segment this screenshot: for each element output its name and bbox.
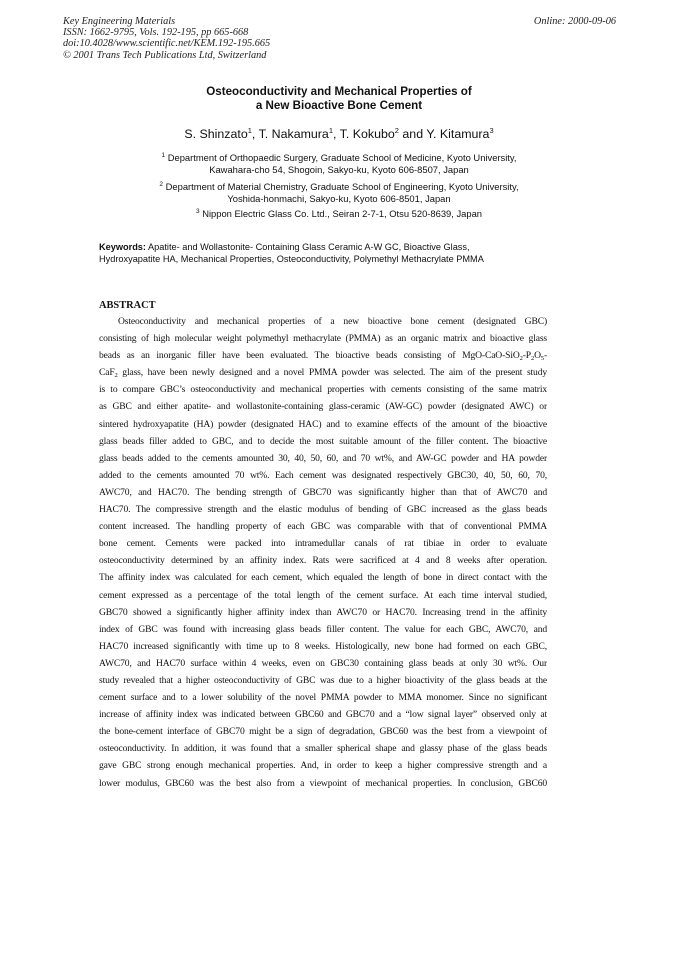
title-line-2: a New Bioactive Bone Cement (255, 99, 423, 112)
subscript: 5 (540, 355, 544, 363)
abstract-line: the bone-cement interface of GBC70 might be a sign of degradation, GBC60 was the best from a viewpoint of (99, 726, 547, 738)
abstract-text: glass, have been newly designed and a novel PMMA powder was selected. The aim of the present study (117, 367, 547, 379)
abstract-line: study revealed that a higher osteoconductivity of GBC was due to a higher bioactivity of the glass beads at the (99, 674, 547, 686)
author-name: T. Nakamura (258, 127, 329, 141)
online-date: Online: 2000-09-06 (533, 16, 616, 27)
affiliation-line: Nippon Electric Glass Co. Ltd., Seiran 2-7-1, Otsu 520-8639, Japan (202, 208, 483, 219)
abstract-line: AWC70, and HAC70. The bending strength of GBC70 was significantly higher than that of AWC70 and (99, 486, 547, 498)
abstract-line: is to compare GBC’s osteoconductivity and mechanical properties with cements consisting of the same matrix (99, 384, 547, 396)
abstract-heading: ABSTRACT (99, 300, 156, 311)
abstract-line: as GBC and either apatite- and wollastonite-containing glass-ceramic (AW-GC) powder (designated AWC) or (99, 401, 547, 413)
keywords-block (99, 241, 559, 266)
title-line-1: Osteoconductivity and Mechanical Properties of (206, 85, 472, 98)
abstract-line: GBC70 showed a significantly higher affinity index than AWC70 or HAC70. Increasing trend in the affinity (99, 606, 547, 618)
abstract-line (99, 364, 547, 381)
abstract-text: - (543, 350, 547, 362)
abstract-line: cement surface and to a lower solubility of the novel PMMA powder to MMA monomer. Since no significant (99, 692, 547, 704)
affiliation-number: 2 (159, 181, 164, 188)
abstract-line: increase of affinity index was indicated between GBC60 and GBC70 and a “low signal layer” observed only at (99, 709, 547, 721)
abstract-line: content increased. The handling property of each GBC was comparable with that of conventional PMMA (99, 521, 547, 533)
abstract-text: beads as an inorganic filler have been evaluated. The bioactive beads consisting of MgO-CaO-SiO (99, 350, 520, 362)
affiliation-1 (0, 152, 678, 176)
author-affiliation-mark: 2 (394, 126, 399, 135)
subscript: 2 (519, 355, 523, 363)
author-name: S. Shinzato (184, 127, 248, 141)
doi-line: doi:10.4028/www.scientific.net/KEM.192-195.665 (63, 38, 271, 50)
subscript: 2 (114, 372, 118, 380)
affiliation-line: Yoshida-honmachi, Sakyo-ku, Kyoto 606-8501, Japan (227, 193, 451, 204)
subscript: 2 (530, 355, 535, 363)
abstract-line: lower modulus, GBC60 was the best also from a viewpoint of mechanical properties. In conclusion, GBC60 (99, 777, 547, 789)
affiliation-number: 3 (195, 208, 200, 215)
abstract-line: gave GBC strong enough mechanical properties. And, in order to keep a higher compressive strength and a (99, 760, 547, 772)
abstract-text: -P (522, 350, 531, 362)
author-name: Y. Kitamura (426, 127, 490, 141)
abstract-text: O (534, 350, 541, 362)
abstract-line: HAC70 increased significantly with time up to 8 weeks. Histologically, new bone had formed on each GBC, (99, 640, 547, 652)
paper-title (0, 85, 678, 113)
abstract-line: glass beads filler added to GBC, and to decide the most suitable amount of the filler content. The bioactive (99, 435, 547, 447)
keywords-text: Hydroxyapatite HA, Mechanical Properties, Osteoconductivity, Polymethyl Methacrylate PMMA (99, 254, 484, 265)
affiliation-line: Department of Orthopaedic Surgery, Graduate School of Medicine, Kyoto University, (167, 152, 517, 163)
abstract-line: glass beads added to the cements amounted 30, 40, 50, 60, and 70 wt%, and AW-GC powder and HA powder (99, 452, 547, 464)
abstract-line: Osteoconductivity and mechanical properties of a new bioactive bone cement (designated GBC) (118, 316, 547, 327)
affiliation-line: Department of Material Chemistry, Graduate School of Engineering, Kyoto University, (165, 181, 519, 192)
abstract-line: osteoconductivity. In addition, it was found that a smaller spherical shape and glassy phase of the glass beads (99, 743, 547, 755)
copyright-line: © 2001 Trans Tech Publications Ltd, Switzerland (63, 49, 267, 61)
author-conjunction: and (402, 127, 424, 141)
journal-name: Key Engineering Materials (63, 16, 176, 27)
author-name: T. Kokubo (339, 127, 395, 141)
author-affiliation-mark: 3 (489, 126, 494, 135)
abstract-line: AWC70, and HAC70 surface within 4 weeks, even on GBC30 containing glass beads at only 30 wt%. Our (99, 657, 547, 669)
abstract-line: consisting of high molecular weight polymethyl methacrylate (PMMA) as an organic matrix and bioactive glass (99, 333, 547, 345)
abstract-line: added to the cements amounted 70 wt%. Each cement was designated respectively GBC30, 40, 50, 60, 70, (99, 469, 547, 481)
affiliation-line: Kawahara-cho 54, Shogoin, Sakyo-ku, Kyoto 606-8507, Japan (209, 164, 469, 175)
author-list: S. Shinzato$^1$, T. Nakamura$^1$, T. Kokubo$^2$ and Y. Kitamura$^3$ (184, 126, 494, 141)
affiliation-3 (0, 208, 678, 220)
abstract-line (99, 347, 547, 364)
abstract-line: The affinity index was calculated for each cement, which equaled the length of bone in direct contact with the (99, 572, 547, 584)
abstract-line: index of GBC was found with increasing glass beads filler content. The value for each GBC, AWC70, and (99, 623, 547, 635)
abstract-body (99, 313, 547, 792)
keywords-text: Apatite- and Wollastonite- Containing Glass Ceramic A-W GC, Bioactive Glass, (148, 242, 470, 252)
abstract-line: bone cement. Cements were packed into intramedullar canals of rat tibiae in order to evaluate (99, 538, 547, 550)
abstract-line: osteoconductivity determined by an affinity index. Rats were sacrificed at 4 and 8 weeks after operation. (99, 555, 547, 567)
abstract-line: cement expressed as a percentage of the total length of the cement surface. At each time interval studied, (99, 589, 547, 601)
affiliation-2 (0, 181, 678, 205)
author-affiliation-mark: 1 (328, 126, 333, 135)
abstract-line: HAC70. The compressive strength and the elastic modulus of bending of GBC increased as the glass beads (99, 504, 547, 516)
abstract-line: sintered hydroxyapatite (HA) powder (designated HAC) and to examine effects of the amount of the bioactive (99, 418, 547, 430)
journal-header (63, 16, 270, 61)
abstract-text: CaF (99, 367, 115, 379)
keywords-label: Keywords: (99, 242, 146, 252)
issn-line: ISSN: 1662-9795, Vols. 192-195, pp 665-668 (63, 27, 249, 39)
author-affiliation-mark: 1 (247, 126, 252, 135)
affiliation-number: 1 (161, 152, 166, 159)
